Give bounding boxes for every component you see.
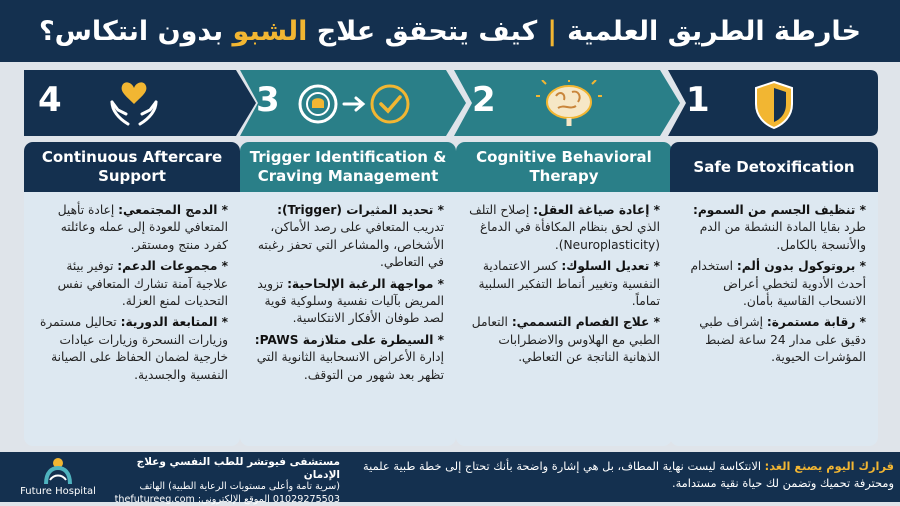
stage-3-number: 3	[256, 80, 280, 120]
stage-4-number: 4	[38, 80, 62, 120]
hospital-contact[interactable]: 01029275503 الموقع الإلكتروني: thefutureeg.com	[114, 493, 340, 505]
list-item: * السيطرة على متلازمة PAWS: إدارة الأعراض الانسحابية الثانوية التي تظهر بعد شهور من التوقف.	[254, 332, 444, 382]
stage-3-banner	[240, 70, 466, 136]
list-item: * مواجهة الرغبة الإلحاحية: تزويد المريض بآليات نفسية وسلوكية قوية لصد طوفان الأفكار الانتكاسية.	[257, 276, 444, 326]
column-trigger-body	[240, 192, 456, 446]
list-item: * رقابة مستمرة: إشراف طبي دقيق على مدار 24 ساعة لضبط المؤشرات الحيوية.	[699, 315, 866, 365]
footer-message-label: قرارك اليوم يصنع الغد:	[764, 459, 894, 473]
column-aftercare-title: Continuous Aftercare Support	[24, 142, 240, 192]
title-highlight: الشبو	[232, 15, 308, 47]
logo-icon	[40, 456, 76, 486]
stage-1-number: 1	[686, 80, 710, 120]
column-detox	[670, 142, 878, 446]
column-detox-title: Safe Detoxification	[670, 142, 878, 192]
list-item: * مجموعات الدعم: توفير بيئة علاجية آمنة تشارك المتعافي نفس التحديات لمنع العزلة.	[57, 259, 228, 309]
hospital-info	[112, 456, 340, 506]
column-cbt-body	[456, 192, 672, 446]
column-aftercare-body	[24, 192, 240, 446]
title-separator: |	[547, 15, 558, 47]
list-item: * تحديد المثيرات (Trigger): تدريب المتعافي على رصد الأماكن، الأشخاص، والمشاعر التي تحفز رغبته في التعاطي.	[257, 203, 444, 270]
list-item: * تنظيف الجسم من السموم: طرد بقايا المادة النشطة من الدم والأنسجة بالكامل.	[692, 203, 866, 252]
hospital-desc: (سرية تامة وأعلى مستويات الرعاية الطبية) الهاتف	[139, 481, 340, 493]
footer-message	[360, 458, 894, 492]
column-trigger	[240, 142, 456, 446]
title-part-2-pre: كيف يتحقق علاج	[316, 15, 538, 47]
stage-2-number: 2	[472, 80, 496, 120]
list-item: * تعديل السلوك: كسر الاعتمادية النفسية وتغيير أنماط التفكير السلبية تماماً.	[478, 259, 660, 309]
column-trigger-title: Trigger Identification & Craving Management	[240, 142, 456, 192]
column-aftercare	[24, 142, 240, 446]
logo-text: Future Hospital	[20, 486, 96, 497]
title-part-2-post: بدون انتكاس؟	[39, 15, 224, 47]
page-header	[0, 0, 900, 62]
title-part-2	[39, 16, 537, 47]
column-cbt	[456, 142, 672, 446]
list-item: * إعادة صياغة العقل: إصلاح التلف الذي لحق بنظام المكافأة في الدماغ (Neuroplasticity).	[469, 203, 660, 252]
column-cbt-title: Cognitive Behavioral Therapy	[456, 142, 672, 192]
stage-1-banner	[668, 70, 878, 136]
footer-message-text: الانتكاسة ليست نهاية المطاف، بل هي إشارة واضحة بأنك تحتاج إلى خطة طبية علمية ومحترفة تحميك وتضمن لك حياة نقية مستدامة.	[363, 459, 894, 490]
page-footer	[0, 452, 900, 505]
hospital-logo	[8, 456, 108, 500]
hospital-name: مستشفى فيوتشر للطب النفسي وعلاج الإدمان	[136, 456, 340, 481]
list-item: * بروتوكول بدون ألم: استخدام أحدث الأدوية لتخطي أعراض الانسحاب القاسية بأمان.	[690, 259, 866, 309]
stage-2-banner	[454, 70, 680, 136]
list-item: * علاج الفصام التسممي: التعامل الطبي مع الهلاوس والاضطرابات الذهانية الناتجة عن التعاطي.	[471, 315, 660, 365]
list-item: * المتابعة الدورية: تحاليل مستمرة وزيارات النسحرة وزيارات عيادات خارجية لضمان الحفاظ على الصيانة النفسية والجسدية.	[40, 315, 228, 382]
title-part-1: خارطة الطريق العلمية	[567, 15, 862, 47]
column-detox-body	[670, 192, 878, 446]
stage-4-banner	[24, 70, 256, 136]
list-item: * الدمج المجتمعي: إعادة تأهيل المتعافي للعودة إلى عمله وعائلته كفرد منتج ومستقر.	[57, 203, 228, 252]
